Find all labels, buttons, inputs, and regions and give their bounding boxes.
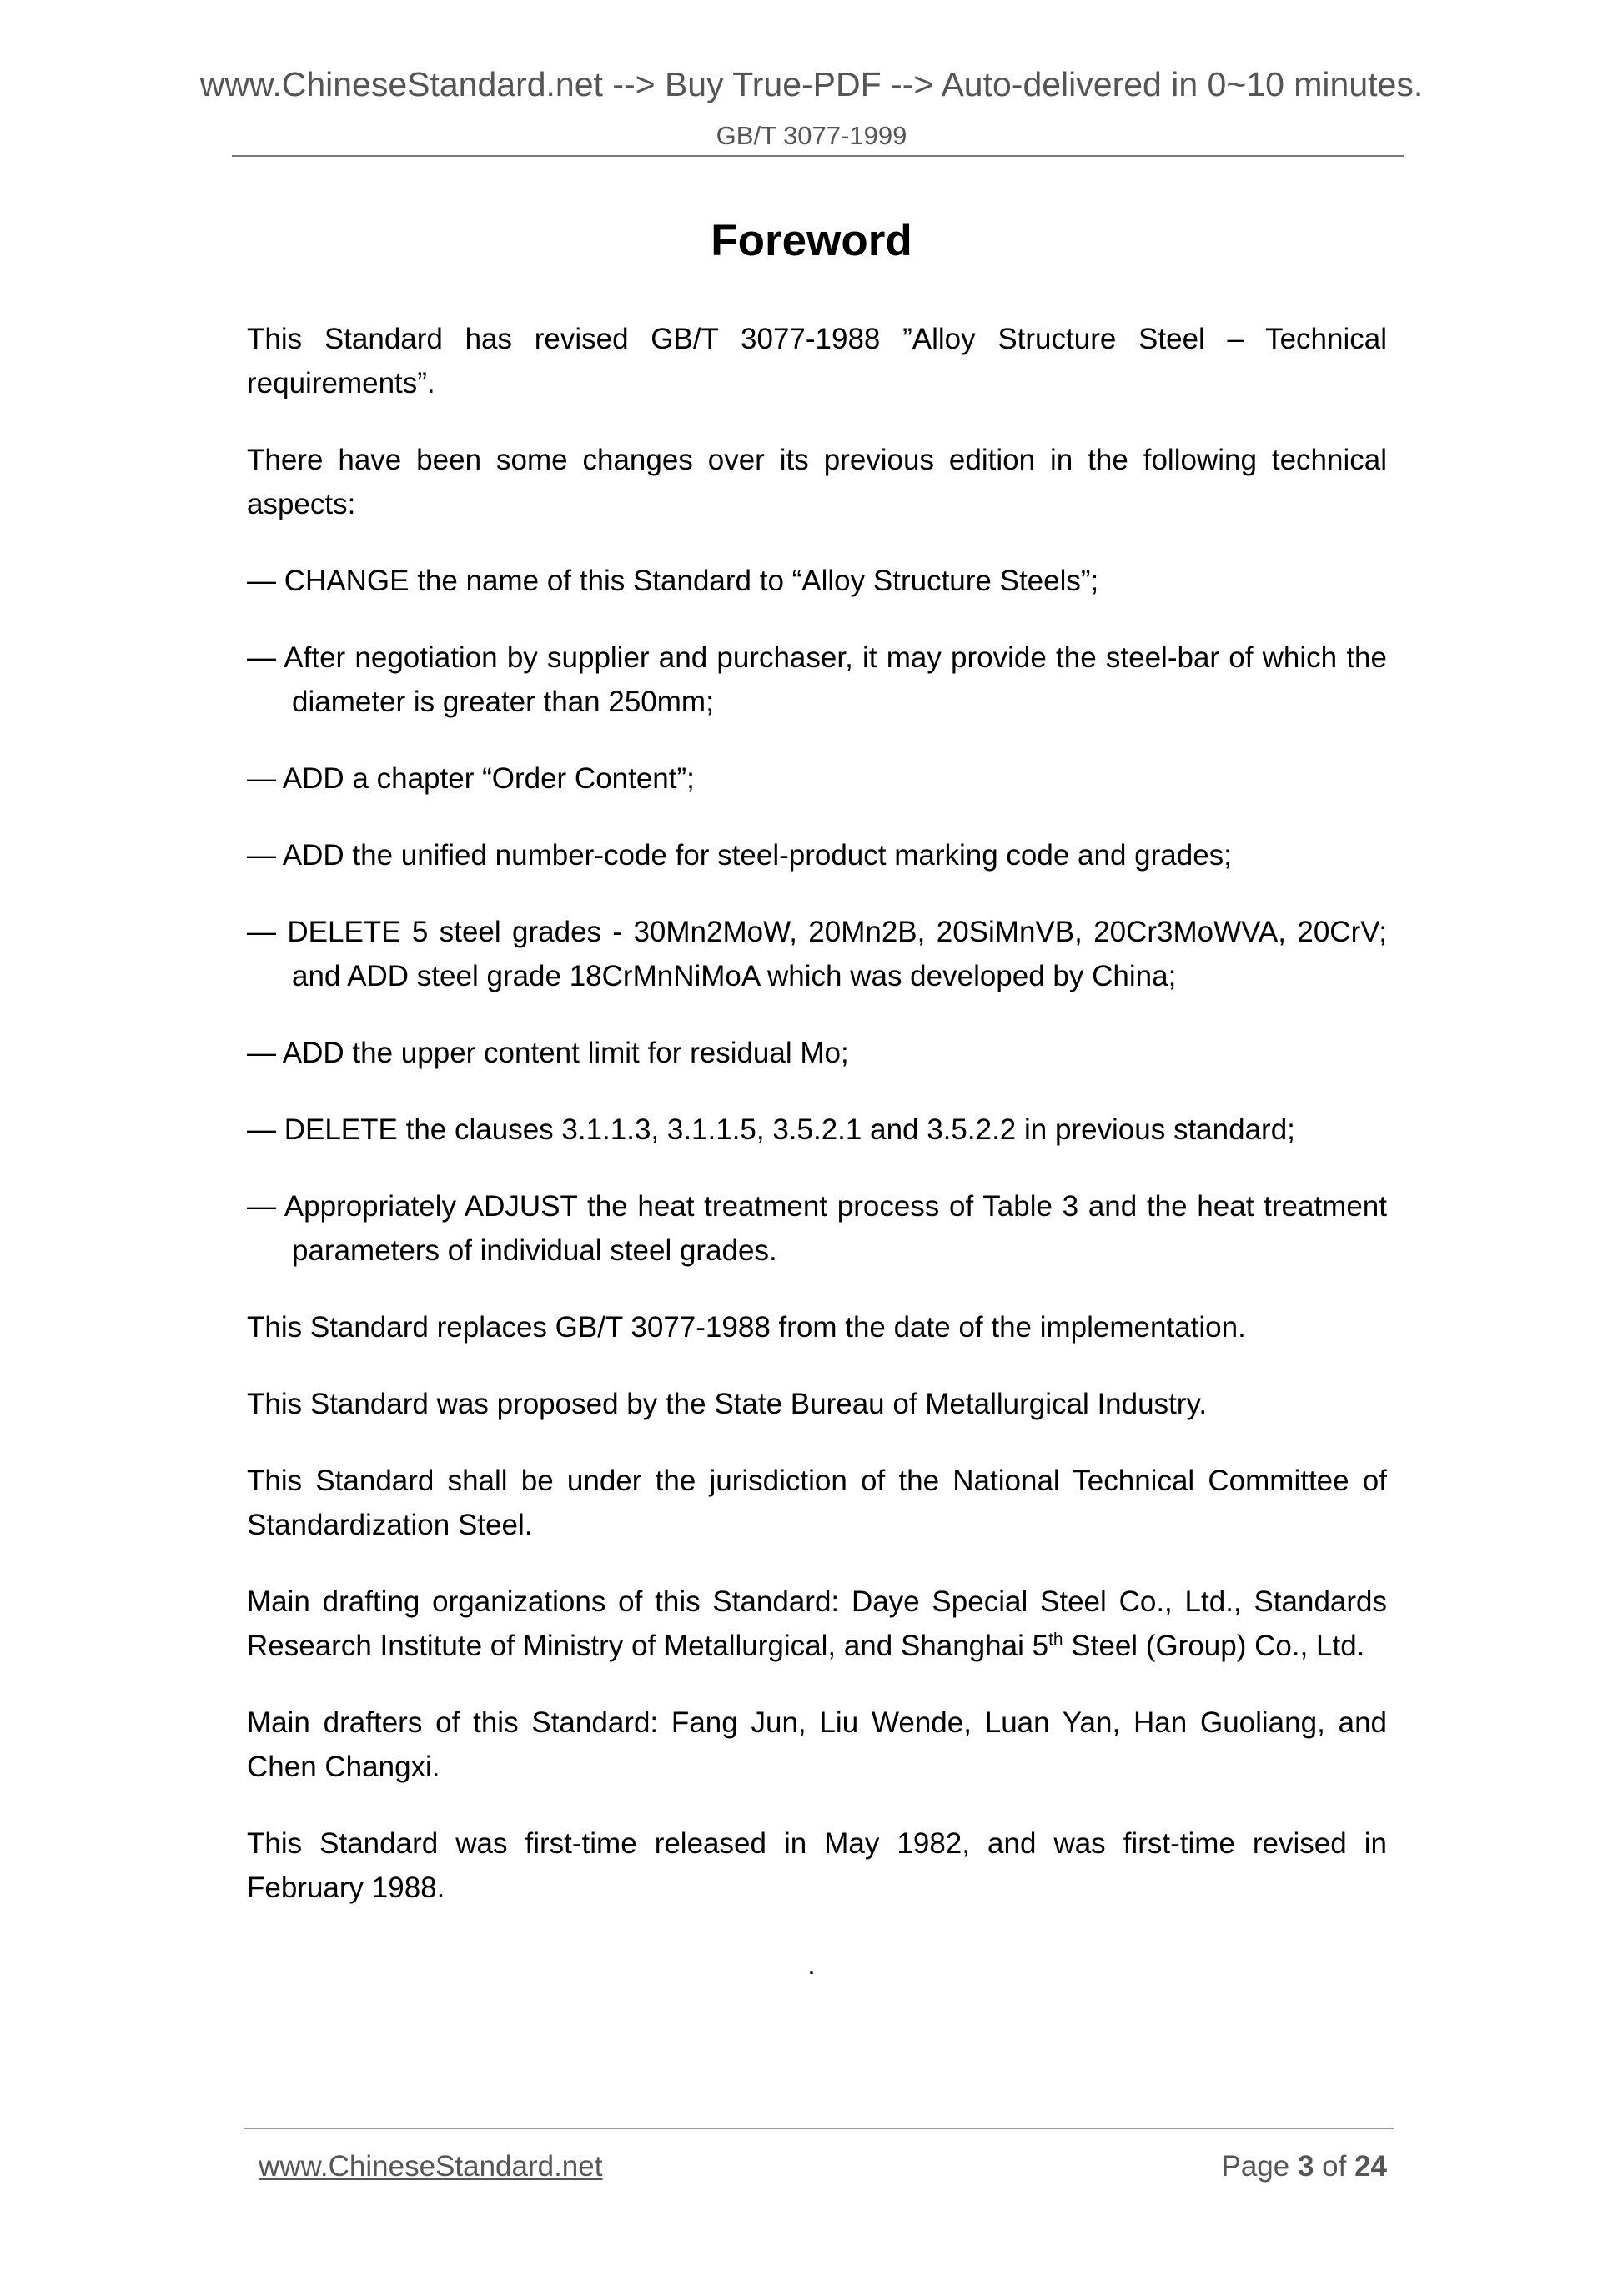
change-item: — DELETE 5 steel grades - 30Mn2MoW, 20Mn2B, 20SiMnVB, 20Cr3MoWVA, 20CrV; and ADD steel grade 18CrMnNiMoA which was developed by China; (247, 916, 1387, 992)
paragraph-drafting-organizations (247, 1580, 1387, 1668)
superscript: th (1048, 1630, 1063, 1650)
header-banner: www.ChineseStandard.net --> Buy True-PDF --> Auto-delivered in 0~10 minutes. (199, 65, 1424, 103)
header-divider (232, 155, 1404, 157)
footer-link[interactable]: www.ChineseStandard.net (259, 2150, 603, 2183)
page-title: Foreword (711, 216, 912, 265)
change-item: — ADD the unified number-code for steel-product marking code and grades; (247, 839, 1232, 872)
change-item: — DELETE the clauses 3.1.1.3, 3.1.1.5, 3.5.2.1 and 3.5.2.2 in previous standard; (247, 1113, 1295, 1146)
change-item: — ADD the upper content limit for residual Mo; (247, 1037, 849, 1069)
page-sep: of (1314, 2150, 1355, 2183)
footer-divider (244, 2128, 1394, 2129)
page-number (1221, 2150, 1387, 2183)
header-standard-code: GB/T 3077-1999 (716, 121, 907, 150)
trailing-dot: . (807, 1948, 816, 1981)
page-current: 3 (1297, 2150, 1314, 2183)
paragraph: This Standard has revised GB/T 3077-1988 ”Alloy Structure Steel – Technical requirements”. (247, 323, 1387, 399)
change-item: — Appropriately ADJUST the heat treatment process of Table 3 and the heat treatment parameters of individual steel grades. (247, 1190, 1387, 1267)
page-prefix: Page (1221, 2150, 1298, 2183)
change-item: — CHANGE the name of this Standard to “Alloy Structure Steels”; (247, 565, 1099, 597)
change-item: — After negotiation by supplier and purchaser, it may provide the steel-bar of which the diameter is greater than 250mm; (247, 641, 1387, 718)
foreword-body (247, 317, 1387, 1942)
page-total: 24 (1354, 2150, 1387, 2183)
paragraph: There have been some changes over its previous edition in the following technical aspects: (247, 444, 1387, 520)
paragraph: This Standard was first-time released in May 1982, and was first-time revised in February 1988. (247, 1827, 1387, 1904)
paragraph: This Standard replaces GB/T 3077-1988 from the date of the implementation. (247, 1311, 1246, 1344)
text: Main drafting organizations of this Standard: Daye Special Steel Co., Ltd., Standards Research Institute of Ministry of Metallurgical, and Shanghai 5 (247, 1585, 1387, 1662)
text: Steel (Group) Co., Ltd. (1063, 1630, 1365, 1662)
paragraph: This Standard shall be under the jurisdiction of the National Technical Committee of Standardization Steel. (247, 1465, 1387, 1541)
paragraph: Main drafters of this Standard: Fang Jun, Liu Wende, Luan Yan, Han Guoliang, and Chen Changxi. (247, 1706, 1387, 1783)
change-item: — ADD a chapter “Order Content”; (247, 762, 695, 795)
paragraph: This Standard was proposed by the State Bureau of Metallurgical Industry. (247, 1388, 1208, 1420)
